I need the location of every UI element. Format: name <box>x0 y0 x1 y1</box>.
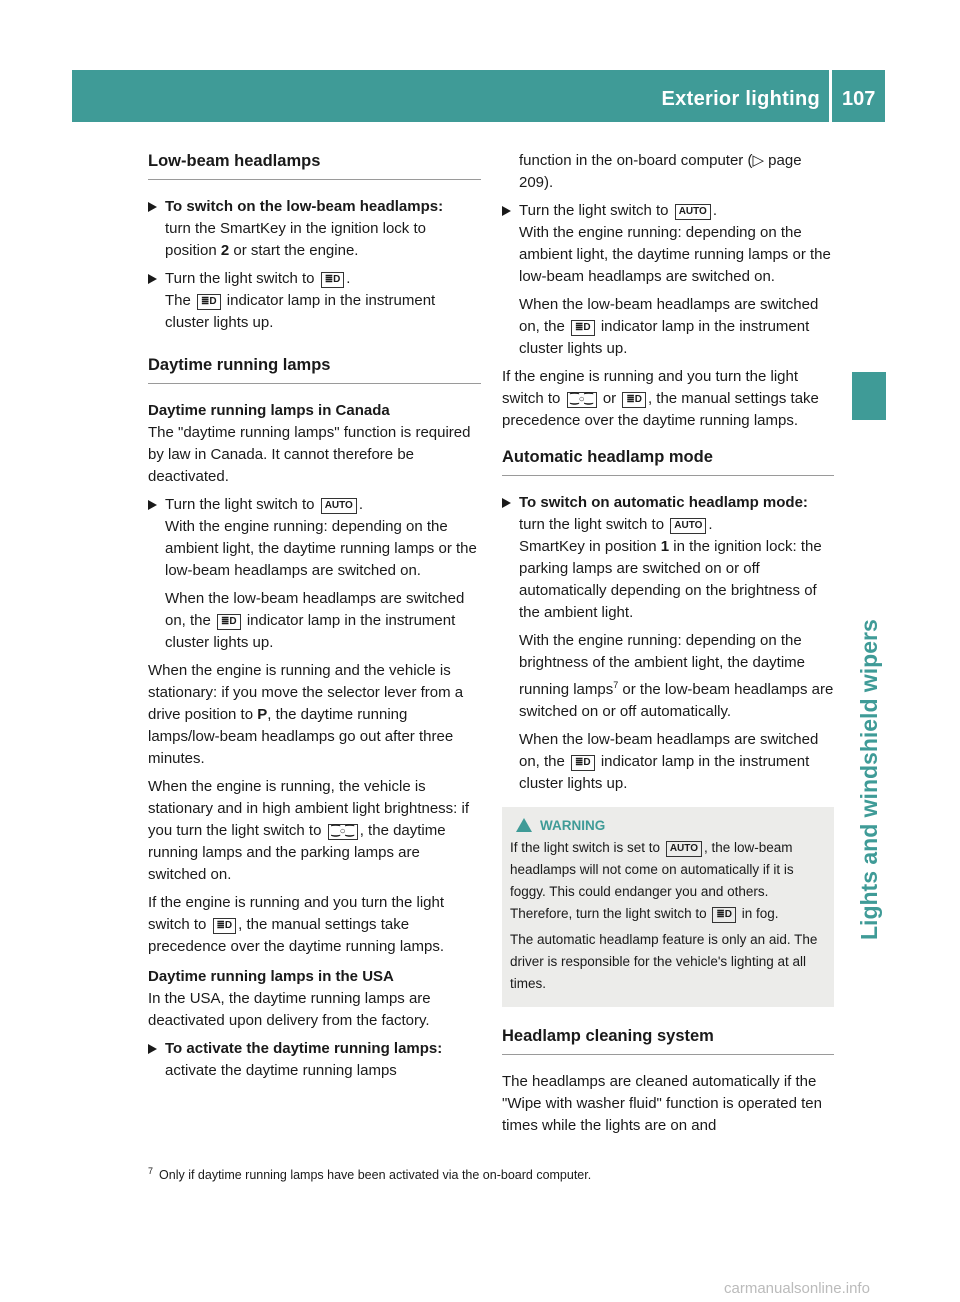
footnote-ref: 7 <box>613 680 619 690</box>
heading-headlamp-cleaning: Headlamp cleaning system <box>502 1025 834 1055</box>
warning-box <box>502 807 834 1007</box>
right-column <box>502 150 834 1143</box>
step-sub-paragraph: When the low-beam headlamps are switched on, the ≣D indicator lamp in the instrument cluster lights up. <box>519 296 819 357</box>
warning-text: The automatic headlamp feature is only an aid. The driver is responsible for the vehicle's lighting at all times. <box>510 932 818 991</box>
step-arrow-icon <box>502 206 511 216</box>
continued-text: function in the on-board computer (▷ page 209). <box>519 152 802 191</box>
step-sub-paragraph: When the low-beam headlamps are switched on, the ≣D indicator lamp in the instrument cluster lights up. <box>165 590 465 651</box>
lowbeam-icon: ≣D <box>622 392 646 408</box>
step-item: Turn the light switch to ≣D . The ≣D indicator lamp in the instrument cluster lights up. <box>148 268 481 334</box>
step-item: Turn the light switch to AUTO . With the engine running: depending on the ambient light, the daytime running lamps or the low-beam headlamps are switched on. <box>502 200 834 288</box>
lowbeam-icon: ≣D <box>571 755 595 771</box>
page-number: 107 <box>842 88 876 110</box>
step-sub-paragraph: With the engine running: depending on the brightness of the ambient light, the daytime running lamps$^7$ or the low-beam headlamps are switched on or off automatically. <box>519 632 834 720</box>
heading-low-beam: Low-beam headlamps <box>148 150 481 180</box>
step-arrow-icon <box>502 498 511 508</box>
paragraph: When the engine is running, the vehicle is stationary and in high ambient light brightness: if you turn the light switch to ⁐○⁐ , the daytime running lamps and the parking lamps are switched on. <box>148 778 470 883</box>
header-separator <box>829 70 832 122</box>
paragraph: When the engine is running and the vehicle is stationary: if you move the selector lever from a drive position to P, the daytime running lamps/low-beam headlamps go out after three minutes. <box>148 662 464 767</box>
subheading-usa: Daytime running lamps in the USA <box>148 968 394 985</box>
warning-header: WARNING <box>510 815 826 837</box>
step-arrow-icon <box>148 274 157 284</box>
step-arrow-icon <box>148 1044 157 1054</box>
watermark: carmanualsonline.info <box>724 1280 870 1297</box>
side-tab-marker <box>852 372 886 420</box>
paragraph: In the USA, the daytime running lamps are deactivated upon delivery from the factory. <box>148 990 431 1029</box>
lowbeam-icon: ≣D <box>197 294 221 310</box>
auto-icon: AUTO <box>675 204 711 220</box>
step-item: Turn the light switch to AUTO . With the engine running: depending on the ambient light, the daytime running lamps or the low-beam headlamps are switched on. <box>148 494 481 582</box>
lowbeam-icon: ≣D <box>321 272 345 288</box>
lowbeam-icon: ≣D <box>213 918 237 934</box>
paragraph: If the engine is running and you turn the light switch to ⁐○⁐ or ≣D , the manual settings take precedence over the daytime running lamps. <box>502 368 819 429</box>
paragraph: The "daytime running lamps" function is required by law in Canada. It cannot therefore be deactivated. <box>148 424 471 485</box>
lowbeam-icon: ≣D <box>712 907 736 923</box>
step-arrow-icon <box>148 202 157 212</box>
section-title: Exterior lighting <box>661 88 820 110</box>
warning-triangle-icon <box>516 818 532 832</box>
subheading-canada: Daytime running lamps in Canada <box>148 402 390 419</box>
auto-icon: AUTO <box>670 518 706 534</box>
paragraph: The headlamps are cleaned automatically if the "Wipe with washer fluid" function is operated ten times while the lights are on and <box>502 1073 822 1134</box>
lowbeam-icon: ≣D <box>217 614 241 630</box>
auto-icon: AUTO <box>321 498 357 514</box>
footnote: $^7$ Only if daytime running lamps have been activated via the on-board computer. <box>148 1166 592 1183</box>
step-item: To switch on automatic headlamp mode: turn the light switch to AUTO . SmartKey in position 1 in the ignition lock: the parking lamps are switched on or off automatically depending on the brightness of the ambient light. <box>502 492 834 624</box>
step-item: To activate the daytime running lamps: activate the daytime running lamps <box>148 1038 481 1082</box>
lowbeam-icon: ≣D <box>571 320 595 336</box>
left-column <box>148 150 481 1088</box>
parking-lamp-icon: ⁐○⁐ <box>328 824 358 840</box>
heading-daytime-running: Daytime running lamps <box>148 354 481 384</box>
auto-icon: AUTO <box>666 841 702 857</box>
step-sub-paragraph: When the low-beam headlamps are switched on, the ≣D indicator lamp in the instrument cluster lights up. <box>519 731 819 792</box>
warning-text: If the light switch is set to AUTO , the low-beam headlamps will not come on automatically if it is foggy. This could endanger you and others. Therefore, turn the light switch to ≣D in fog. <box>510 840 794 921</box>
paragraph: If the engine is running and you turn the light switch to ≣D , the manual settings take precedence over the daytime running lamps. <box>148 894 445 955</box>
step-item: To switch on the low-beam headlamps: turn the SmartKey in the ignition lock to position 2 or start the engine. <box>148 196 481 262</box>
heading-automatic-mode: Automatic headlamp mode <box>502 446 834 476</box>
parking-lamp-icon: ⁐○⁐ <box>567 392 597 408</box>
step-arrow-icon <box>148 500 157 510</box>
